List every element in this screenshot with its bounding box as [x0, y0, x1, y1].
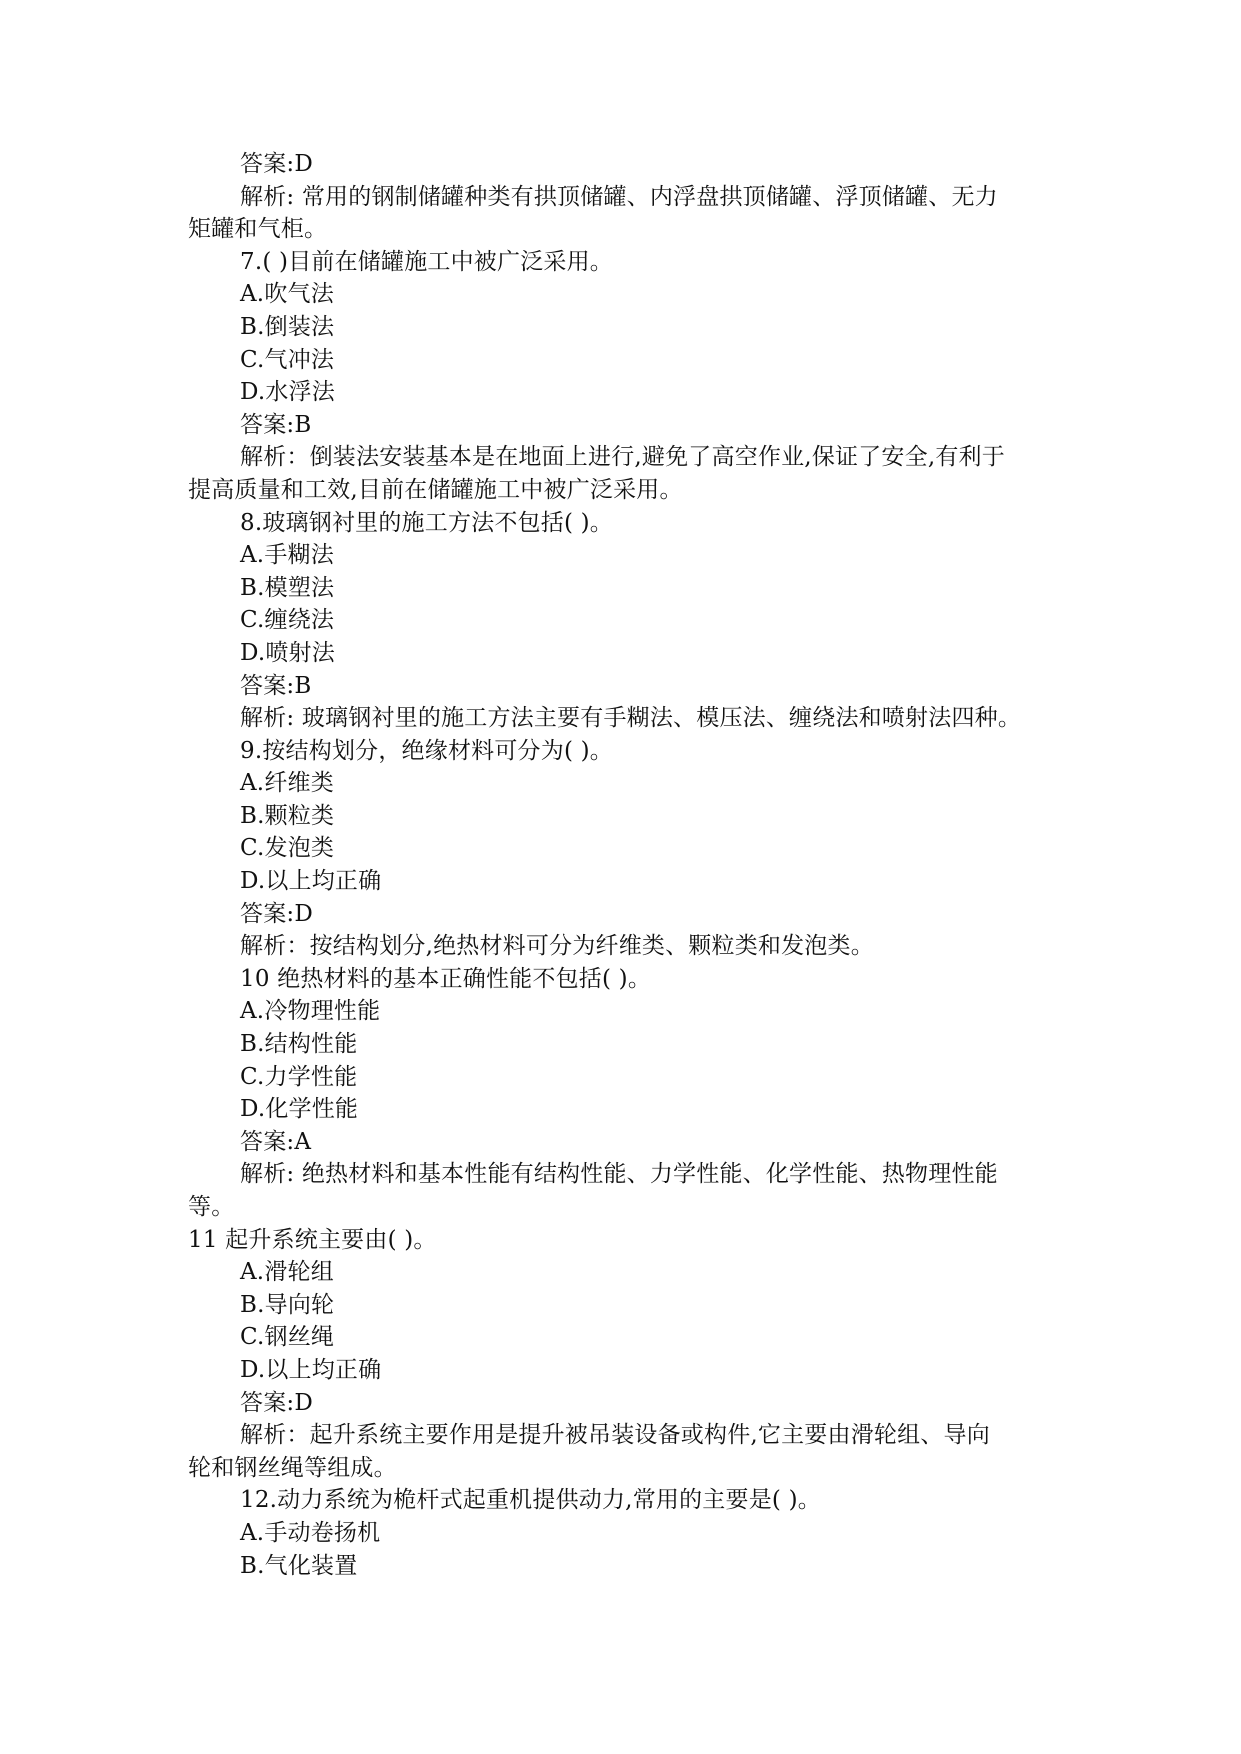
text-line: A.冷物理性能	[240, 998, 381, 1025]
text-line: 解析: 常用的钢制储罐种类有拱顶储罐、内浮盘拱顶储罐、浮顶储罐、无力	[240, 183, 998, 210]
text-line: 答案:D	[240, 151, 313, 177]
text-line: 解析：按结构划分,绝热材料可分为纤维类、颗粒类和发泡类。	[240, 933, 874, 960]
text-line: 解析：起升系统主要作用是提升被吊装设备或构件,它主要由滑轮组、导向	[240, 1422, 990, 1449]
text-line: 答案:B	[240, 672, 312, 699]
text-line: 12.动力系统为桅杆式起重机提供动力,常用的主要是( )。	[240, 1487, 821, 1514]
text-line: D.化学性能	[240, 1096, 359, 1123]
text-line: 解析：倒装法安装基本是在地面上进行,避免了高空作业,保证了安全,有利于	[240, 444, 1005, 471]
text-line: C.发泡类	[240, 835, 335, 862]
text-line: 答案:D	[240, 900, 313, 927]
text-line: A.手动卷扬机	[240, 1519, 381, 1546]
text-line: B.模塑法	[240, 574, 335, 601]
text-line: D.以上均正确	[240, 1356, 382, 1383]
text-line: D.以上均正确	[240, 868, 382, 895]
text-line: C.气冲法	[240, 346, 335, 373]
document-body	[188, 148, 1056, 1582]
text-line: C.钢丝绳	[240, 1324, 335, 1351]
text-line: 解析: 玻璃钢衬里的施工方法主要有手糊法、模压法、缠绕法和喷射法四种。	[240, 705, 1022, 732]
text-line: C.缠绕法	[240, 607, 335, 634]
text-line: 11 起升系统主要由( )。	[188, 1226, 437, 1253]
text-line: 等。	[188, 1194, 235, 1220]
text-line: 7.( )目前在储罐施工中被广泛采用。	[240, 248, 614, 275]
text-line: 解析: 绝热材料和基本性能有结构性能、力学性能、化学性能、热物理性能	[240, 1161, 998, 1188]
text-line: 10 绝热材料的基本正确性能不包括( )。	[240, 965, 652, 992]
text-line: 答案:B	[240, 411, 312, 438]
text-line: D.水浮法	[240, 379, 335, 406]
text-line: B.气化装置	[240, 1552, 358, 1579]
text-line: 答案:A	[240, 1128, 312, 1155]
text-line: A.滑轮组	[240, 1259, 334, 1286]
text-line: 9.按结构划分，绝缘材料可分为( )。	[240, 737, 614, 764]
text-line: A.手糊法	[240, 542, 334, 569]
text-line: 轮和钢丝绳等组成。	[188, 1454, 397, 1481]
text-line: B.导向轮	[240, 1291, 335, 1318]
text-line: B.结构性能	[240, 1031, 358, 1058]
text-line: A.吹气法	[240, 281, 334, 308]
text-line: C.力学性能	[240, 1063, 358, 1090]
text-line: 矩罐和气柜。	[188, 216, 328, 243]
text-line: 答案:D	[240, 1389, 313, 1416]
text-line: 8.玻璃钢衬里的施工方法不包括( )。	[240, 509, 614, 536]
text-line: B.颗粒类	[240, 802, 335, 829]
text-line: B.倒装法	[240, 313, 335, 340]
text-line: A.纤维类	[240, 770, 334, 797]
text-line: D.喷射法	[240, 639, 335, 666]
text-line: 提高质量和工效,目前在储罐施工中被广泛采用。	[188, 476, 683, 503]
